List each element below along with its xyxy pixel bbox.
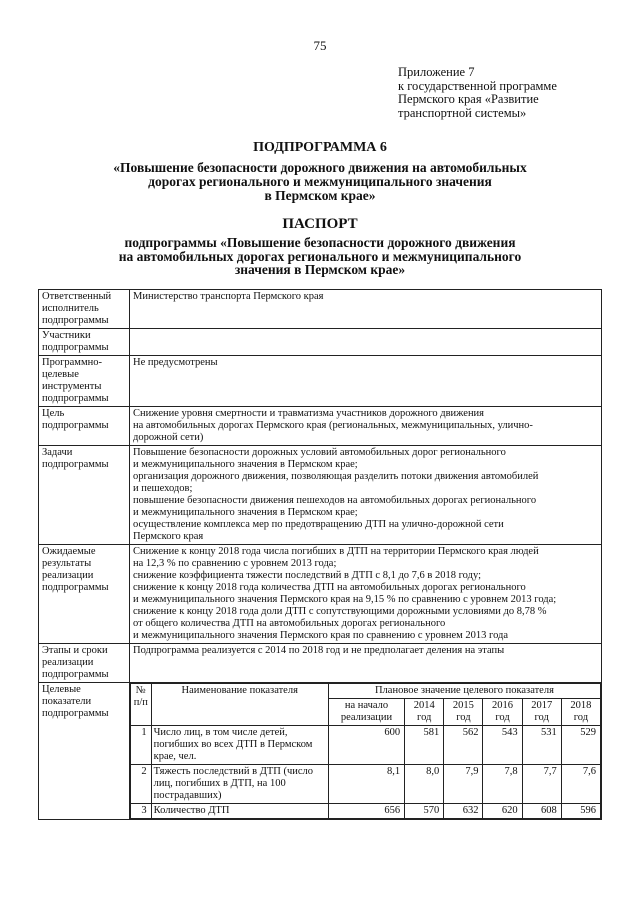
indicator-start: 600 — [328, 726, 404, 765]
indicator-row — [131, 765, 601, 804]
indicators-cell — [130, 683, 602, 820]
passport-table — [38, 289, 602, 820]
row-value: Повышение безопасности дорожных условий автомобильных дорог регионального и межмуниципального значения в Пермском крае; организация дорожного движения, позволяющая разделить потоки движения автомобилей и пешеходов; повышение безопасности движения пешеходов на автомобильных дорогах регионального и межмуниципального значения в Пермском крае; осуществление комплекса мер по предотвращению ДТП на улично-дорожной сети Пермского края — [130, 446, 602, 545]
subprogram-name-line: «Повышение безопасности дорожного движения на автомобильных — [113, 160, 527, 175]
indicators-table — [130, 683, 601, 819]
row-value: Не предусмотрены — [130, 356, 602, 407]
table-row — [39, 545, 602, 644]
indicator-start: 8,1 — [328, 765, 404, 804]
indicator-value: 531 — [522, 726, 561, 765]
indicator-row — [131, 726, 601, 765]
header-name: Наименование показателя — [151, 684, 328, 726]
page-number: 75 — [313, 38, 327, 53]
row-label: Этапы и сроки реализации подпрограммы — [39, 644, 130, 683]
indicator-value: 596 — [561, 804, 600, 819]
indicator-value: 529 — [561, 726, 600, 765]
indicator-value: 7,9 — [444, 765, 483, 804]
appendix-line: к государственной программе — [398, 78, 557, 93]
header-year: 2017 год — [522, 699, 561, 726]
row-value: Снижение уровня смертности и травматизма участников дорожного движения на автомобильных дорогах Пермского края (региональных, межмуниципальных, улично- дорожной сети) — [130, 407, 602, 446]
indicator-value: 7,7 — [522, 765, 561, 804]
row-value: Подпрограмма реализуется с 2014 по 2018 год и не предполагает деления на этапы — [130, 644, 602, 683]
indicator-value: 570 — [405, 804, 444, 819]
row-label: Целевые показатели подпрограммы — [39, 683, 130, 820]
appendix-note — [398, 66, 628, 120]
indicator-value: 8,0 — [405, 765, 444, 804]
subprogram-name — [60, 161, 580, 203]
header-year: 2014 год — [405, 699, 444, 726]
indicator-row — [131, 804, 601, 819]
indicators-header-row — [131, 684, 601, 699]
indicator-value: 543 — [483, 726, 522, 765]
indicator-name: Тяжесть последствий в ДТП (число лиц, погибших в ДТП, на 100 пострадавших) — [151, 765, 328, 804]
header-planned: Плановое значение целевого показателя — [328, 684, 600, 699]
subprogram-title: ПОДПРОГРАММА 6 — [253, 140, 387, 155]
indicator-value: 581 — [405, 726, 444, 765]
row-value: Министерство транспорта Пермского края — [130, 290, 602, 329]
header-num: № п/п — [131, 684, 152, 726]
table-row — [39, 683, 602, 820]
passport-name-line: на автомобильных дорогах регионального и межмуниципального — [118, 248, 522, 264]
indicator-value: 632 — [444, 804, 483, 819]
row-label: Участники подпрограммы — [39, 329, 130, 356]
row-label: Ожидаемые результаты реализации подпрограммы — [39, 545, 130, 644]
appendix-line: Приложение 7 — [398, 65, 475, 79]
indicator-name: Количество ДТП — [151, 804, 328, 819]
indicator-num: 3 — [131, 804, 152, 819]
header-year: 2016 год — [483, 699, 522, 726]
row-label: Программно- целевые инструменты подпрограммы — [39, 356, 130, 407]
indicator-start: 656 — [328, 804, 404, 819]
header-year: 2018 год — [561, 699, 600, 726]
subprogram-name-line: в Пермском крае» — [264, 188, 376, 203]
appendix-line: Пермского края «Развитие — [398, 92, 539, 106]
passport-name-line: подпрограммы «Повышение безопасности дорожного движения — [124, 235, 516, 250]
indicator-num: 2 — [131, 765, 152, 804]
indicator-value: 562 — [444, 726, 483, 765]
indicator-value: 7,6 — [561, 765, 600, 804]
row-value — [130, 329, 602, 356]
indicator-value: 620 — [483, 804, 522, 819]
row-label: Ответственный исполнитель подпрограммы — [39, 290, 130, 329]
header-year: 2015 год — [444, 699, 483, 726]
table-row — [39, 329, 602, 356]
table-row — [39, 290, 602, 329]
row-label: Цель подпрограммы — [39, 407, 130, 446]
indicator-num: 1 — [131, 726, 152, 765]
table-row — [39, 446, 602, 545]
row-label: Задачи подпрограммы — [39, 446, 130, 545]
indicator-name: Число лиц, в том числе детей, погибших во всех ДТП в Пермском крае, чел. — [151, 726, 328, 765]
passport-title: ПАСПОРТ — [282, 216, 358, 232]
header-start: на начало реализации — [328, 699, 404, 726]
indicator-value: 7,8 — [483, 765, 522, 804]
table-row — [39, 407, 602, 446]
indicator-value: 608 — [522, 804, 561, 819]
row-value: Снижение к концу 2018 года числа погибших в ДТП на территории Пермского края людей на 12,3 % по сравнению с уровнем 2013 года; снижение коэффициента тяжести последствий в ДТП с 8,1 до 7,6 в 2018 году; снижение к концу 2018 года количества ДТП на автомобильных дорогах регионального и межмуниципального значения Пермского края на 9,15 % по сравнению с уровнем 2013 года; снижение к концу 2018 года доли ДТП с сопутствующими дорожными условиями до 8,78 % от общего количества ДТП на автомобильных дорогах регионального и межмуниципального значения Пермского края по сравнению с уровнем 2013 года — [130, 545, 602, 644]
appendix-line: транспортной системы» — [398, 105, 527, 120]
passport-name-line: значения в Пермском крае» — [234, 262, 406, 277]
subprogram-name-line: дорогах регионального и межмуниципального значения — [148, 174, 492, 189]
table-row — [39, 644, 602, 683]
table-row — [39, 356, 602, 407]
passport-name — [70, 236, 570, 277]
